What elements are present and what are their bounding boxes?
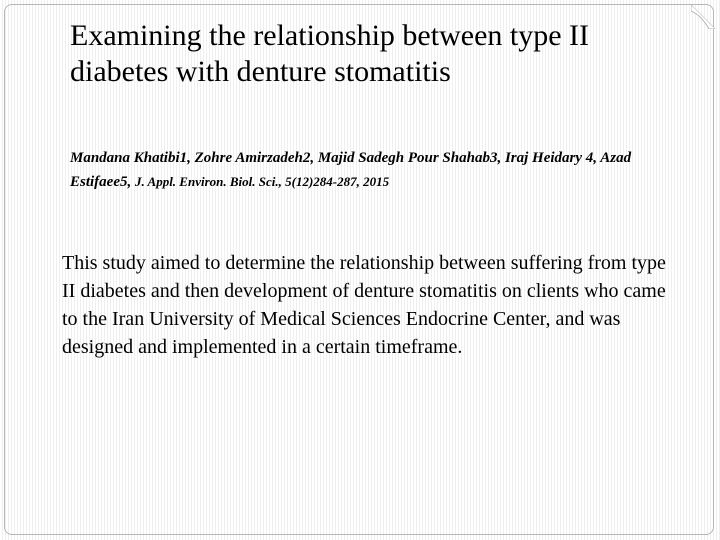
citation-journal: J. Appl. Environ. Biol. Sci., [135,174,286,189]
slide-title: Examining the relationship between type II diabetes with denture stomatitis [70,19,590,88]
page-fold-corner [691,5,715,29]
body-paragraph: This study aimed to determine the relationship between suffering from type II diabetes and then development of denture stomatitis on clients who came to the Iran University of Medical Sciences Endocrine Center, and was designed and implemented in a certain timeframe. [62,252,666,358]
citation-volume-pages: 5(12)284-287, 2015 [285,174,390,189]
citation-authors: Mandana Khatibi1, Zohre Amirzadeh2, Majid Sadegh Pour Shahab3, Iraj Heidary 4, Azad Estifaee5, [70,150,632,190]
citation [70,147,670,194]
